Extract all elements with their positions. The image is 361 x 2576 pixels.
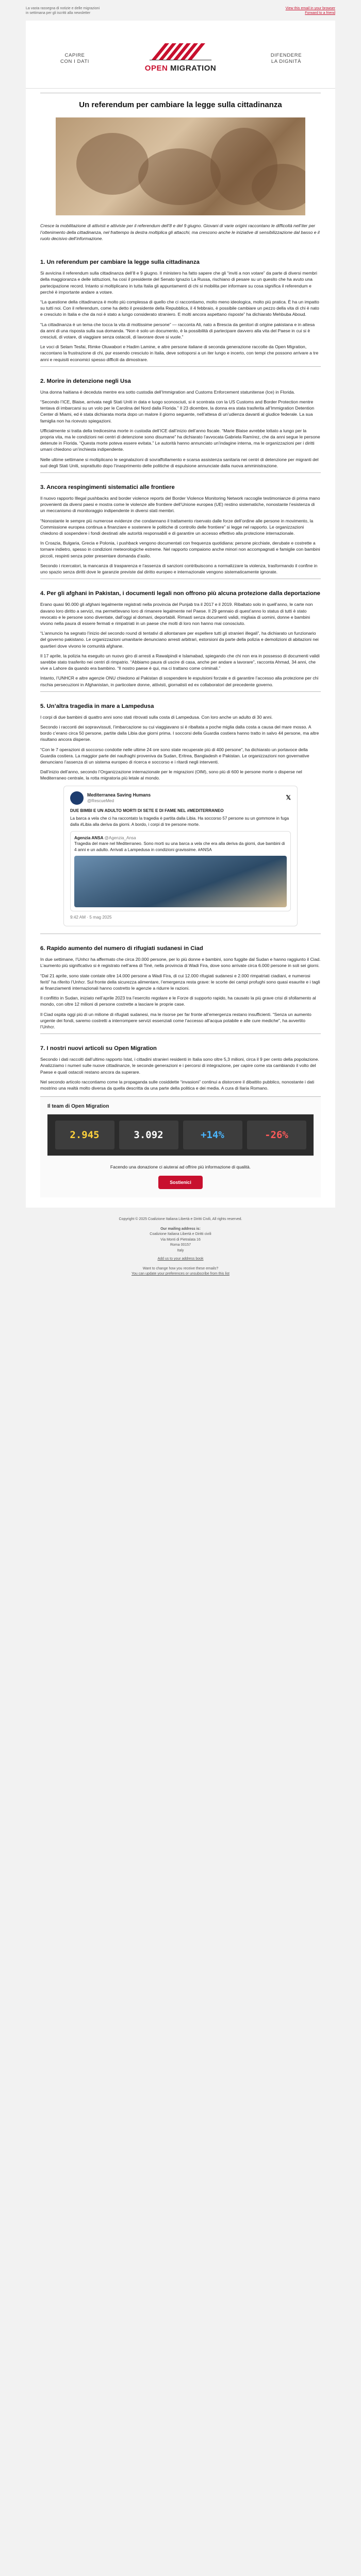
section-paragraph: Ufficialmente si tratta della tredicesima morte in custodia dell’ICE dall’inizio dell’anno fiscale. “Marie Blaise avrebbe lottato a lungo per la propria vita, ma le condizioni nei centri di detenzione sono disumane” ha dichiarato l’avvocata Gabriela Ramírez, che da anni segue le persone detenute in Florida. “Questa morte poteva essere evitata.” Le autorità hanno annunciato un’indagine interna, ma le organizzazioni per i diritti umani chiedono un’inchiesta indipendente. — [40, 428, 320, 452]
tweet-body: La barca a vela che ci ha raccontato la tragedia è partita dalla Libia. Ha soccorso 57 persone su un gommone in fuga dalla #Libia alla deriva da giorni. A bordo, i corpi di tre persone morte. — [70, 816, 289, 827]
section-paragraph: Il conflitto in Sudan, iniziato nell’aprile 2023 tra l’esercito regolare e le Forze di supporto rapido, ha causato la più grave crisi di sfollamento al mondo, con oltre 12 milioni di persone costrette a lasciare le proprie case. — [40, 995, 316, 1007]
open-migration-logo[interactable] — [137, 42, 224, 74]
section-paragraph: Secondo i racconti dei sopravvissuti, l’imbarcazione su cui viaggiavano si è ribaltata a poche miglia dalla costa a causa del mare mosso. A bordo c’erano circa 50 persone, partite dalla Libia due giorni prima. I soccorsi della Guardia costiera hanno tratto in salvo 44 persone, ma altre risultano ancora disperse. — [40, 724, 319, 742]
footer-address: Italy — [177, 1248, 184, 1252]
update-preferences-link[interactable]: You can update your preferences or unsubscribe from this list — [131, 1272, 229, 1276]
x-logo-icon: 𝕏 — [286, 794, 291, 802]
section-paragraph: Secondo i dati raccolti dall’ultimo rapporto Istat, i cittadini stranieri residenti in Italia sono oltre 5,3 milioni, circa il 9 per cento della popolazione. Analizziamo i numeri sulle nuove cittadinanze, le seconde generazioni e i percorsi di integrazione, per capire come sta cambiando il volto del Paese e quali ostacoli restano ancora da superare. — [40, 1057, 319, 1075]
article-section — [40, 934, 321, 1030]
forward-link[interactable]: Forward to a friend — [305, 11, 335, 15]
footer-mailing-label: Our mailing address is: — [160, 1227, 201, 1231]
section-paragraph: I corpi di due bambini di quattro anni sono stati ritrovati sulla costa di Lampedusa. Con loro anche un adulto di 30 anni. — [40, 714, 273, 720]
section-title: 3. Ancora respingimenti sistematici alle frontiere — [40, 484, 175, 491]
section-title: 4. Per gli afghani in Pakistan, i documenti legali non offrono più alcuna protezione dalla deportazione — [40, 590, 320, 597]
donate-button[interactable]: Sostienici — [158, 1176, 203, 1189]
section-paragraph: “Con le 7 operazioni di soccorso condotte nelle ultime 24 ore sono state recuperate più di 400 persone”, ha dichiarato un portavoce della Guardia costiera. La maggior parte dei naufraghi proveniva da Sudan, Eritrea, Bangladesh e Pakistan. Le organizzazioni non governative denunciano l’assenza di un sistema europeo di ricerca e soccorso e i ritardi negli interventi. — [40, 747, 309, 765]
article-section — [40, 579, 321, 687]
quoted-author: Agenzia ANSA @Agenzia_Ansa — [74, 835, 136, 840]
logo-mark-icon — [150, 42, 211, 61]
view-in-browser-link[interactable]: View this email in your browser — [285, 7, 335, 10]
email-body — [26, 21, 335, 1208]
add-contact-link[interactable]: Add us to your address book — [157, 1257, 204, 1261]
section-paragraph: Una donna haitiana è deceduta mentre era sotto custodia dell’Immigration and Customs Enforcement statunitense (Ice) in Florida. — [40, 389, 295, 395]
tagline-left: CAPIRE CON I DATI — [60, 53, 89, 65]
hero-title: Un referendum per cambiare la legge sulla cittadinanza — [79, 100, 282, 110]
section-paragraph: Il nuovo rapporto Illegal pushbacks and border violence reports del Border Violence Monitoring Network raccoglie testimonianze di prima mano provenienti da diversi paesi e mostra come le violenze alle frontiere dell’Unione europea (UE) restino sistematiche, nonostante l’esistenza di un meccanismo di monitoraggio indipendente in diversi stati membri. — [40, 496, 320, 514]
footer-copyright: Copyright © 2025 Coalizione Italiana Libertà e Diritti Civili, All rights reserved. — [119, 1217, 242, 1222]
tweet-timestamp: 9:42 AM · 5 mag 2025 — [70, 915, 112, 920]
preheader-text: La vasta rassegna di notizie e delle migrazioni — [26, 7, 100, 10]
article-section — [40, 472, 321, 575]
preheader — [26, 0, 335, 21]
team-block — [40, 1096, 321, 1197]
section-paragraph: Si avvicina il referendum sulla cittadinanza dell’8 e 9 giugno. Il ministero ha fatto sapere che gli “inviti a non votare” da parte di diversi membri della maggioranza e delle istituzioni, ha così il presidente del Senato Ignazio La Russa, rischiano di pesare su un quesito che ha avuto una partecipazione record. Intanto si moltiplicano in tutta Italia gli appuntamenti di chi si mobilita per informare su cosa significa il referendum e perché è importante andare a votare. — [40, 270, 317, 295]
team-stat: 3.092 — [119, 1121, 178, 1149]
section-paragraph: Il 17 aprile, la polizia ha eseguito un nuovo giro di arresti a Rawalpindi e Islamabad, spiegando che chi non era in possesso di documenti validi sarebbe stato trasferito nei centri di rimpatrio. “Abbiamo paura di uscire di casa, anche per andare a lavorare”, racconta Ahmad, 34 anni, che vive a Lahore da quando era bambino. “Il nostro paese è qui, ma ci trattano come criminali.” — [40, 653, 320, 671]
team-image — [47, 1114, 314, 1156]
masthead — [26, 21, 335, 89]
section-paragraph: Intanto, l’UNHCR e altre agenzie ONU chiedono al Pakistan di sospendere le espulsioni forzate e di garantire l’accesso alla protezione per chi rischia persecuzioni in Afghanistan, in particolare donne, attivisti, giornalisti ed ex collaboratori del precedente governo. — [40, 675, 319, 687]
section-paragraph: In Croazia, Bulgaria, Grecia e Polonia, i pushback vengono documentati con frequenza quotidiana: persone picchiate, derubate e costrette a tornare indietro, spesso in condizioni meteorologiche estreme. Nel rapporto compaiono anche minori non accompagnati e famiglie con bambini piccoli, respinti senza poter presentare domanda d’asilo. — [40, 540, 320, 558]
footer-address: Coalizione Italiana Libertà e Diritti civili — [150, 1232, 211, 1236]
section-paragraph: “La questione della cittadinanza è molto più complessa di quello che ci raccontiamo, molto meno ideologica, molto più pratica. È ha un impatto su tutti noi. Con il referendum, come ha detto il presidente della Repubblica, il 4 febbraio, è possibile cambiare un pezzo della vita di chi è nato e cresciuto in Italia e che da noi è stato a lungo considerato straniero. E molti ancora aspettano risposte” ha dichiarato Mehbuba Aboud. — [40, 299, 319, 317]
team-stat: 2.945 — [55, 1121, 114, 1149]
team-stat: -26% — [247, 1121, 306, 1149]
team-heading: Il team di Open Migration — [47, 1104, 109, 1110]
section-paragraph: Nel secondo articolo raccontiamo come la propaganda sulle cosiddette “invasioni” continui a distorcere il dibattito pubblico, nonostante i dati mostrino una realtà molto diversa da quella descritta da una parte della politica e dei media. A cura di Ilaria Romano. — [40, 1079, 315, 1091]
section-paragraph: “La cittadinanza è un tema che tocca la vita di moltissime persone” — racconta Ali, nato a Brescia da genitori di origine pakistana e in attesa da anni di una risposta sulla sua domanda. “Non è solo un documento, è la possibilità di partecipare davvero alla vita del Paese in cui si è cresciuti, di votare, di viaggiare senza ostacoli, di lavorare dove si vuole.” — [40, 321, 315, 340]
support-text: Facendo una donazione ci aiuterai ad offrire più informazione di qualità. — [110, 1164, 251, 1170]
section-title: 2. Morire in detenzione negli Usa — [40, 378, 131, 384]
section-paragraph: Dall’inizio dell’anno, secondo l’Organizzazione internazionale per le migrazioni (OIM), sono più di 600 le persone morte o disperse nel Mediterraneo centrale, la rotta migratoria più letale al mondo. — [40, 769, 302, 781]
preheader-left — [26, 6, 100, 15]
section-paragraph: In due settimane, l’Unhcr ha affermato che circa 20.000 persone, per lo più donne e bambini, sono fuggite dal Sudan e hanno raggiunto il Ciad. L’aumento più significativo si è registrato nell’area di Tiné, nella provincia di Wadi Fira, dove sono arrivate circa 6.000 persone in soli sei giorni. — [40, 957, 321, 969]
team-stat: +14% — [183, 1121, 242, 1149]
sections — [26, 248, 335, 1091]
section-title: 6. Rapido aumento del numero di rifugiati sudanesi in Ciad — [40, 945, 203, 952]
section-paragraph: Il Ciad ospita oggi più di un milione di rifugiati sudanesi, ma le risorse per far fronte all’emergenza restano insufficienti. “Senza un aumento urgente dei fondi, saremo costretti a interrompere servizi essenziali come l’accesso all’acqua potabile e alle cure mediche”, ha avvertito l’Unhcr. — [40, 1011, 311, 1029]
tweet-headline: DUE BIMBI E UN ADULTO MORTI DI SETE E DI FAME NEL #MEDITERRANEO — [70, 808, 224, 813]
footer — [26, 1208, 335, 1290]
quoted-tweet[interactable] — [70, 831, 291, 912]
tagline-right: DIFENDERE LA DIGNITÀ — [270, 53, 302, 65]
section-paragraph: Secondo i ricercatori, la mancanza di trasparenza e l’assenza di sanzioni contribuiscono a normalizzare la violenza, trasformando il confine in uno spazio senza diritti dove le garanzie previste dal diritto europeo e internazionale vengono sistematicamente ignorate. — [40, 563, 318, 575]
tweet-header — [70, 791, 291, 805]
preheader-right — [286, 6, 335, 15]
article-section — [40, 691, 321, 926]
tweet-handle: @RescueMed — [87, 799, 114, 804]
footer-address: Roma 00157 — [170, 1243, 191, 1247]
article-section — [40, 248, 321, 363]
tweet-embed[interactable] — [63, 786, 298, 926]
footer-address: Via Monti di Pietralata 16 — [160, 1238, 201, 1242]
section-paragraph: Nelle ultime settimane si moltiplicano le segnalazioni di sovraffollamento e scarsa assistenza sanitaria nei centri di detenzione per migranti del sud degli Stati Uniti, soprattutto dopo l’inasprimento delle politiche di espulsione annunciate dalla nuova amministrazione. — [40, 456, 319, 468]
section-title: 5. Un’altra tragedia in mare a Lampedusa — [40, 703, 154, 709]
article-section — [40, 366, 321, 469]
preheader-text: in settimana per gli iscritti alla newsletter — [26, 11, 91, 15]
hero-photo — [56, 117, 305, 215]
hero-lead: Cresce la mobilitazione di attivisti e attiviste per il referendum dell’8 e del 9 giugno. Giovani di varie origini raccontano le difficoltà nell’iter per l’ottenimento della cittadinanza, nel frattempo la destra moltiplica gli attacchi, ma crescono anche le iniziative di sensibilizzazione dal basso e il ruolo decisivo dell’informazione. — [40, 223, 320, 241]
section-title: 7. I nostri nuovi articoli su Open Migration — [40, 1045, 157, 1052]
section-paragraph: Erano quasi 90.000 gli afghani legalmente registrati nella provincia del Punjab tra il 2017 e il 2019. Ribaltato solo in quell’anno, le carte non davano loro diritto a servizi, ma permettevano loro di rimanere legalmente nel Paese. Il 29 gennaio di quest’anno lo status di tutti è stato revocato e le persone sono diventate, dall’oggi al domani, deportabili. Rimasti senza documenti validi, migliaia di uomini, donne e bambini vivono nella paura di essere fermati e rimpatriati in un paese che molti di loro non hanno mai conosciuto. — [40, 602, 313, 626]
quoted-text: Tragedia del mare nel Mediterraneo. Sono morti su una barca a vela che era alla deriva da giorni, due bambini di 4 anni e un adulto. Arrivati a Lampedusa in condizioni gravissime. #ANSA — [74, 841, 285, 852]
hero — [40, 93, 321, 242]
footer-prefs-text: Want to change how you receive these emails? — [142, 1266, 219, 1270]
section-paragraph: “Dal 21 aprile, sono state contate oltre 14.000 persone a Wadi Fira, di cui 12.000 rifugiati sudanesi e 2.000 rimpatriati ciadiani, e numerosi feriti” ha riferito l’Unhcr. Sul fronte della sicurezza alimentare, l’emergenza resta grave: le scorte dei campi profughi sono quasi esaurite e i tagli ai finanziamenti internazionali hanno costretto le agenzie a ridurre le razioni. — [40, 973, 320, 991]
avatar — [70, 791, 84, 805]
section-paragraph: Le voci di Selam Tesfai, Rimke Oluwabori e Hadim Lamine, e altre persone italiane di seconda generazione raccolte da Open Migration, raccontano la frustrazione di chi, pur essendo cresciuto in Italia, deve sottoporsi a un iter lungo e incerto, con tempi che possono arrivare a tre anni e requisiti economici spesso difficili da dimostrare. — [40, 344, 319, 362]
tweet-author: Mediterranea Saving Humans — [87, 792, 151, 798]
logo-wordmark: OPEN MIGRATION — [144, 64, 217, 73]
quoted-image — [74, 856, 287, 907]
section-title: 1. Un referendum per cambiare la legge sulla cittadinanza — [40, 259, 200, 266]
section-paragraph: “L’annuncio ha segnato l’inizio del secondo round di tentativi di allontanare per espellere tutti gli stranieri illegali”, ha dichiarato un funzionario del governo pakistano. Le organizzazioni umanitarie denunciano arresti arbitrari, estorsioni da parte della polizia e demolizioni di abitazioni nei quartieri dove vivono le comunità afghane. — [40, 631, 319, 649]
section-paragraph: “Nonostante le sempre più numerose evidenze che condannano il trattamento riservato dalle forze dell’ordine alle persone in movimento, la Commissione europea continua a finanziare e sostenere le politiche di controllo delle frontiere” si legge nel rapporto. Le organizzazioni chiedono di sospendere i fondi destinati alle autorità responsabili e di garantire un accesso effettivo alla protezione internazionale. — [40, 518, 314, 536]
section-paragraph: “Secondo l’ICE, Blaise, arrivata negli Stati Uniti in data e luogo sconosciuti, si è scontrata con la US Customs and Border Protection mentre tentava di imbarcarsi su un volo per le Carolina del Nord dalla Florida.” Il 23 dicembre, la donna era stata trasferita all’Immigration Detention Center di Miami, ed è stata dichiarata morta dopo un malore il giorno seguente, nell’attesa di un’udienza davanti al giudice federale. La sua famiglia non ha ricevuto spiegazioni. — [40, 399, 315, 423]
article-section — [40, 1033, 321, 1091]
